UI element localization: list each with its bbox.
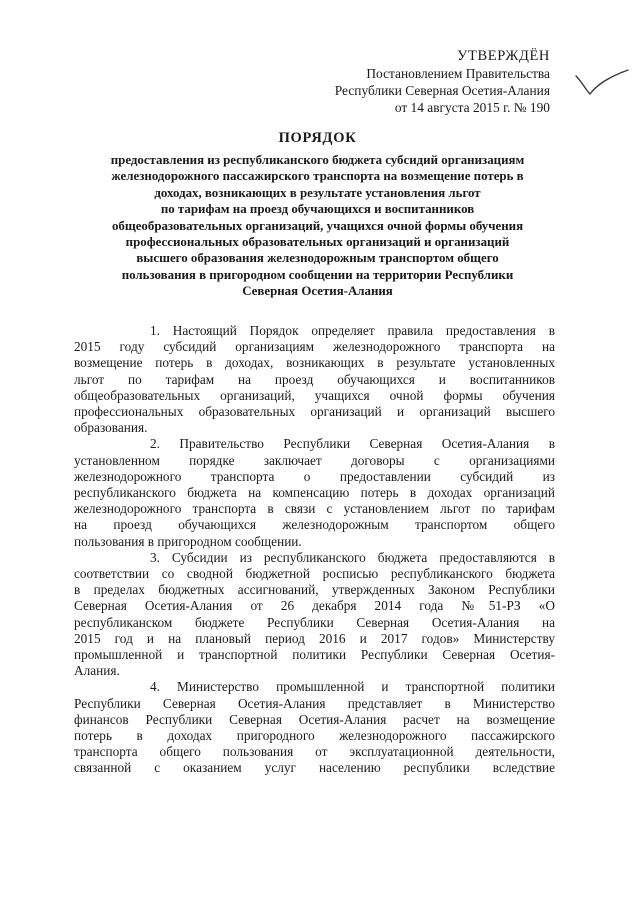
subtitle-line: общеобразовательных организаций, учащихся очной формы обучения [111,218,524,233]
text-line: соответствии со сводной бюджетной росписью республиканского бюджета [74,566,555,582]
text-line: промышленной и транспортной политики Республики Северная Осетия- [74,647,555,663]
text-line: 2. Правительство Республики Северная Осетия-Алания в [150,436,555,452]
text-line: железнодорожного транспорта в связи с установлением льгот по тарифам [74,501,555,517]
text-line: установленном порядке заключает договоры с организациями [74,452,555,468]
text-line: возмещение потерь в доходах, возникающих в результате установленных [74,355,555,371]
text-line: 2015 год и на плановый период 2016 и 2017 годов» Министерству [74,630,555,646]
text-line: общеобразовательных организаций, учащихся очной формы обучения [74,387,555,403]
subtitle-line: по тарифам на проезд обучающихся и воспитанников [160,202,475,217]
document-subtitle [60,152,575,300]
text-line: транспорта общего пользования от эксплуатационной деятельности, [74,744,555,760]
text-line: связанной с оказанием услуг населению республики вследствие [74,760,555,776]
text-line: потерь в доходах пригородного железнодорожного пассажирского [74,728,555,744]
text-line: 2015 году субсидий организациям железнодорожного транспорта на [74,339,555,355]
text-line: 1. Настоящий Порядок определяет правила предоставления в [150,323,555,338]
text-line: железнодорожного транспорта о предоставлении субсидий из [74,468,555,484]
subtitle-line: Северная Осетия-Алания [242,284,393,299]
text-line: пользования в пригородном сообщении. [74,533,302,549]
approved-heading: УТВЕРЖДЁН [457,48,550,64]
subtitle-line: пользования в пригородном сообщении на территории Республики [121,267,514,282]
text-line: финансов Республики Северная Осетия-Алания расчет на возмещение [74,711,555,727]
paragraph-4 [74,679,555,776]
text-line: образования. [74,420,148,436]
text-line: на проезд обучающихся железнодорожным транспортом общего [74,517,555,533]
text-line: республиканского бюджета на компенсацию потерь в доходах организаций [74,485,555,501]
text-line: Северная Осетия-Алания от 26 декабря 2014 года №51-РЗ «О [74,598,555,614]
document-title-block [60,130,575,300]
subtitle-line: доходах, возникающих в результате установления льгот [154,185,481,200]
text-line: 3. Субсидии из республиканского бюджета предоставляются в [150,549,555,565]
handwritten-checkmark-icon [572,66,632,100]
text-line: льгот по тарифам на проезд обучающихся и воспитанников [74,371,555,387]
text-line: в пределах бюджетных ассигнований, утвержденных Законом Республики [74,582,555,598]
paragraph-1 [74,323,555,436]
approval-republic-line: Республики Северная Осетия-Алания [334,83,550,98]
approval-date-line: от 14 августа 2015 г. № 190 [394,100,550,115]
approval-stamp [335,48,550,116]
document-body [74,323,555,777]
text-line: Республики Северная Осетия-Алания представляет в Министерство [74,695,555,711]
subtitle-line: высшего образования железнодорожным транспортом общего [136,251,499,266]
paragraph-2 [74,436,555,549]
text-line: республиканском бюджете Республики Северная Осетия-Алания на [74,614,555,630]
subtitle-line: профессиональных образовательных организаций и организаций [125,235,510,250]
document-title: ПОРЯДОК [278,130,357,146]
text-line: 4. Министерство промышленной и транспортной политики [150,679,555,695]
subtitle-line: предоставления из республиканского бюджета субсидий организациям [110,153,525,167]
paragraph-3 [74,550,555,680]
text-line: профессиональных образовательных организаций и организаций высшего [74,404,555,420]
text-line: Алания. [74,663,120,679]
subtitle-line: железнодорожного пассажирского транспорта на возмещение потерь в [111,169,524,184]
approval-decree-line: Постановлением Правительства [366,66,550,81]
